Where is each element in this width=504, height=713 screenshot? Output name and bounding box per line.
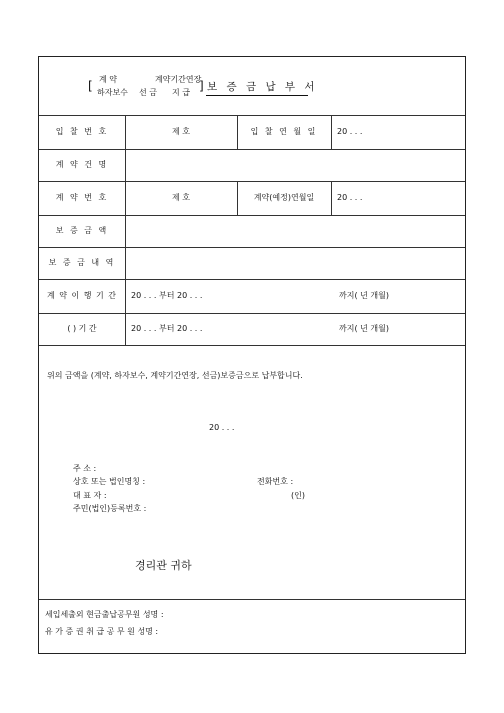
deposit-amount-field[interactable] bbox=[126, 216, 466, 247]
contract-date-label: 계약(예정)연월일 bbox=[253, 193, 315, 202]
bid-no-label: 입 찰 번 호 bbox=[55, 127, 109, 136]
option-payment: 지 급 bbox=[172, 88, 190, 97]
company-label: 상호 또는 법인명칭 : bbox=[73, 477, 146, 486]
column-divider bbox=[331, 115, 332, 149]
cashier-signature-line: 세입세출외 현금출납공무원 성명 : bbox=[45, 610, 164, 619]
row-divider bbox=[39, 279, 465, 280]
bid-date-value[interactable]: 20 . . . bbox=[337, 127, 363, 136]
phone-label: 전화번호 : bbox=[257, 477, 294, 486]
deposit-payment-form bbox=[38, 56, 466, 654]
contract-name-field[interactable] bbox=[126, 150, 466, 181]
address-label: 주 소 : bbox=[73, 464, 97, 473]
period-from-to[interactable]: 20 . . . 부터 20 . . . bbox=[131, 291, 203, 300]
bid-no-value[interactable]: 제 호 bbox=[172, 127, 190, 136]
registration-no-label: 주민(법인)등록번호 : bbox=[73, 504, 147, 513]
contract-no-value[interactable]: 제 호 bbox=[172, 193, 190, 202]
deposit-detail-label: 보 증 금 내 역 bbox=[48, 258, 116, 267]
option-advance: 선 금 bbox=[139, 88, 157, 97]
contract-no-label: 계 약 번 호 bbox=[55, 193, 109, 202]
contract-name-label: 계 약 건 명 bbox=[55, 160, 109, 169]
payment-statement: 위의 금액을 (계약, 하자보수, 계약기간연장, 선금)보증금으로 납부합니다. bbox=[47, 371, 303, 380]
title-underline bbox=[206, 95, 308, 96]
contract-date-value[interactable]: 20 . . . bbox=[337, 193, 363, 202]
column-divider bbox=[331, 181, 332, 215]
other-period-from-to[interactable]: 20 . . . 부터 20 . . . bbox=[131, 324, 203, 333]
statement-date[interactable]: 20 . . . bbox=[209, 423, 235, 432]
row-divider bbox=[39, 181, 465, 182]
option-defect-repair: 하자보수 bbox=[97, 88, 128, 97]
form-title: 보 증 금 납 부 서 bbox=[207, 81, 318, 93]
option-extension: 계약기간연장 bbox=[155, 75, 202, 84]
period-duration[interactable]: 까지( 년 개월) bbox=[339, 291, 389, 300]
securities-officer-signature-line: 유 가 증 권 취 급 공 무 원 성명 : bbox=[45, 627, 159, 636]
other-period-duration[interactable]: 까지( 년 개월) bbox=[339, 324, 389, 333]
row-divider bbox=[39, 345, 465, 346]
option-contract: 계 약 bbox=[99, 75, 117, 84]
deposit-detail-field[interactable] bbox=[126, 248, 466, 279]
row-divider bbox=[39, 599, 465, 600]
other-period-label: ( ) 기 간 bbox=[67, 324, 97, 333]
row-divider bbox=[39, 115, 465, 116]
representative-label: 대 표 자 : bbox=[73, 491, 107, 500]
bid-date-label: 입 찰 연 월 일 bbox=[250, 127, 318, 136]
addressee: 경리관 귀하 bbox=[135, 559, 192, 572]
bracket-open: [ bbox=[88, 79, 93, 93]
seal-mark: (인) bbox=[291, 491, 305, 500]
row-divider bbox=[39, 313, 465, 314]
period-label: 계 약 이 행 기 간 bbox=[46, 291, 118, 300]
deposit-amount-label: 보 증 금 액 bbox=[55, 226, 109, 235]
bracket-close: ] bbox=[199, 79, 204, 93]
